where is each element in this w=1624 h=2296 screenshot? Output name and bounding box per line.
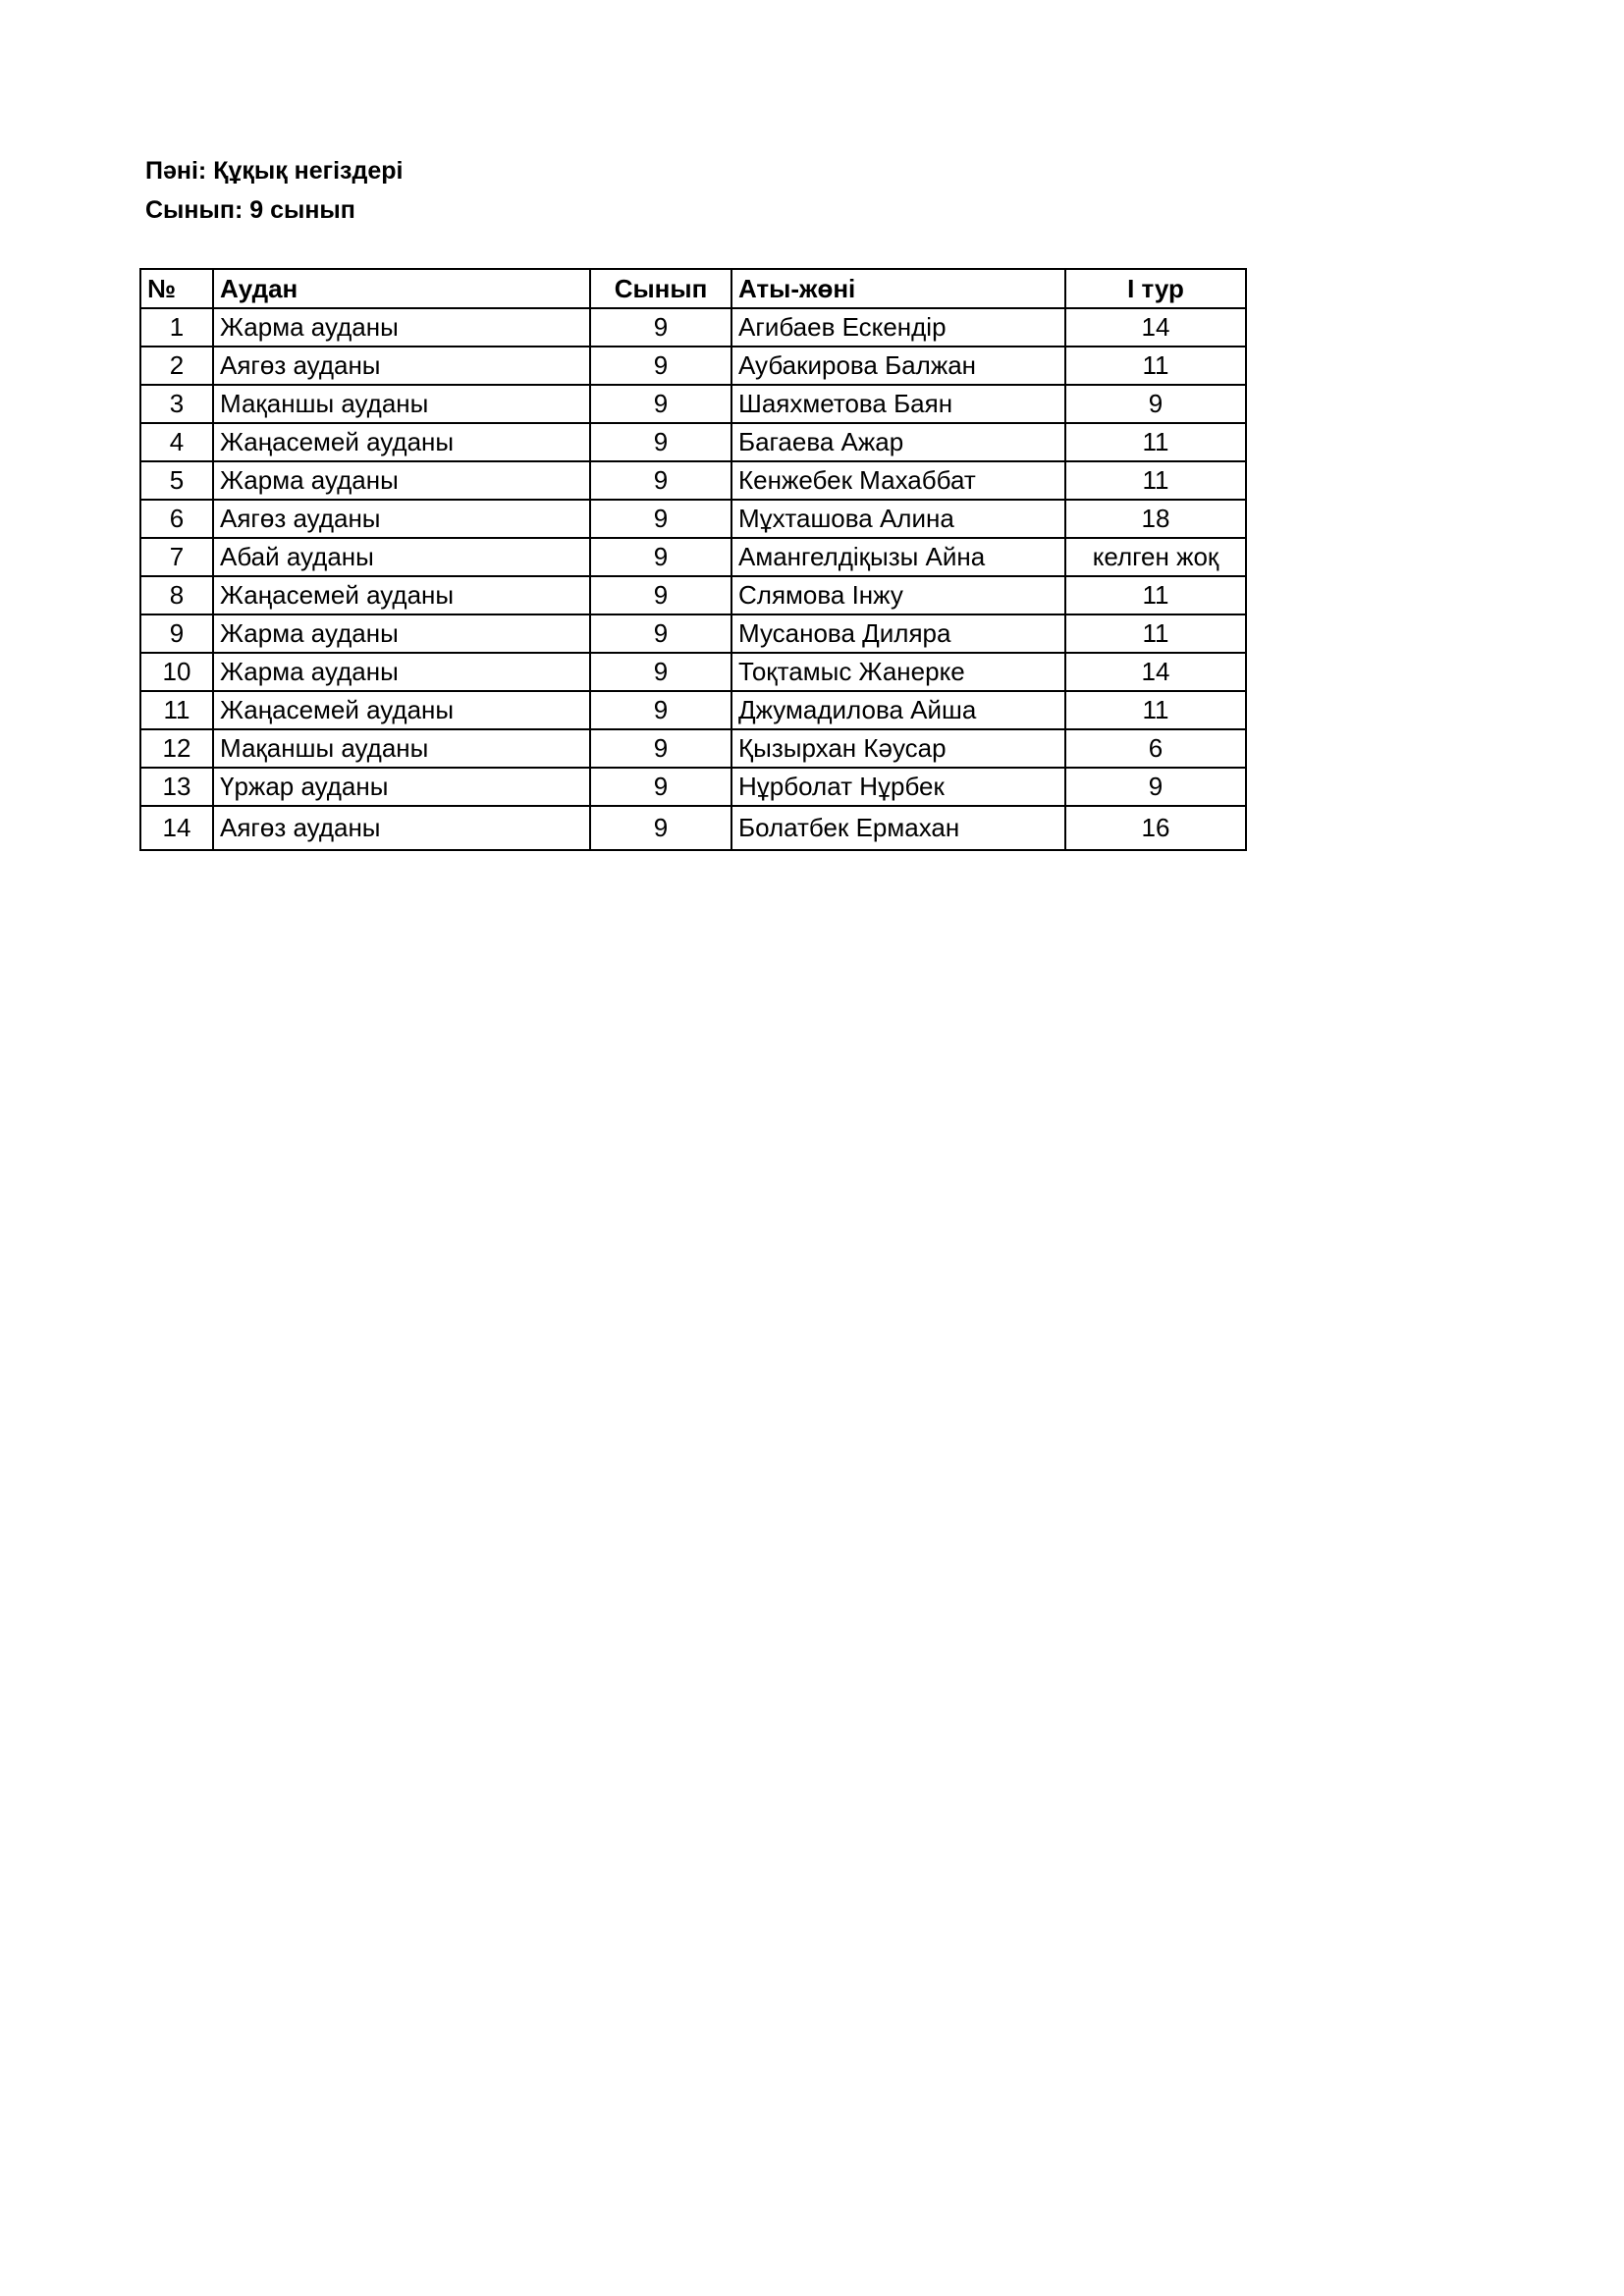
table-row <box>140 385 1246 423</box>
cell-round1-score: 6 <box>1065 729 1246 768</box>
cell-number: 6 <box>140 500 213 538</box>
cell-number: 5 <box>140 461 213 500</box>
cell-number: 12 <box>140 729 213 768</box>
cell-district: Жарма ауданы <box>213 614 590 653</box>
cell-number: 2 <box>140 347 213 385</box>
cell-round1-score: 11 <box>1065 576 1246 614</box>
cell-round1-score: 16 <box>1065 806 1246 850</box>
cell-grade: 9 <box>590 806 731 850</box>
cell-round1-score: 9 <box>1065 385 1246 423</box>
cell-number: 7 <box>140 538 213 576</box>
cell-grade: 9 <box>590 461 731 500</box>
cell-grade: 9 <box>590 768 731 806</box>
document-header <box>145 151 403 230</box>
column-header-number: № <box>140 269 213 308</box>
cell-round1-score: 11 <box>1065 347 1246 385</box>
cell-name: Слямова Інжу <box>731 576 1065 614</box>
cell-district: Абай ауданы <box>213 538 590 576</box>
table-row <box>140 653 1246 691</box>
cell-number: 4 <box>140 423 213 461</box>
cell-round1-score: 11 <box>1065 423 1246 461</box>
table-row <box>140 423 1246 461</box>
cell-name: Джумадилова Айша <box>731 691 1065 729</box>
cell-name: Кенжебек Махаббат <box>731 461 1065 500</box>
cell-district: Мақаншы ауданы <box>213 729 590 768</box>
cell-number: 3 <box>140 385 213 423</box>
cell-district: Мақаншы ауданы <box>213 385 590 423</box>
table-row <box>140 500 1246 538</box>
table-row <box>140 576 1246 614</box>
table-row <box>140 461 1246 500</box>
cell-number: 1 <box>140 308 213 347</box>
cell-district: Жарма ауданы <box>213 308 590 347</box>
grade-title: Сынып: 9 сынып <box>145 196 355 224</box>
cell-number: 8 <box>140 576 213 614</box>
cell-district: Жаңасемей ауданы <box>213 423 590 461</box>
cell-round1-score: 14 <box>1065 653 1246 691</box>
cell-grade: 9 <box>590 347 731 385</box>
cell-district: Аягөз ауданы <box>213 500 590 538</box>
cell-round1-score: 18 <box>1065 500 1246 538</box>
cell-number: 10 <box>140 653 213 691</box>
cell-number: 14 <box>140 806 213 850</box>
cell-name: Болатбек Ермахан <box>731 806 1065 850</box>
table-row <box>140 691 1246 729</box>
cell-district: Жарма ауданы <box>213 653 590 691</box>
cell-name: Қызырхан Кәусар <box>731 729 1065 768</box>
column-header-district: Аудан <box>213 269 590 308</box>
column-header-round1: I тур <box>1065 269 1246 308</box>
cell-name: Тоқтамыс Жанерке <box>731 653 1065 691</box>
cell-round1-score: келген жоқ <box>1065 538 1246 576</box>
cell-round1-score: 11 <box>1065 614 1246 653</box>
cell-name: Аубакирова Балжан <box>731 347 1065 385</box>
cell-grade: 9 <box>590 614 731 653</box>
table-row <box>140 538 1246 576</box>
cell-district: Жарма ауданы <box>213 461 590 500</box>
cell-number: 9 <box>140 614 213 653</box>
cell-name: Агибаев Ескендір <box>731 308 1065 347</box>
table-body <box>140 308 1246 850</box>
table-row <box>140 308 1246 347</box>
cell-name: Мусанова Диляра <box>731 614 1065 653</box>
cell-name: Шаяхметова Баян <box>731 385 1065 423</box>
cell-round1-score: 11 <box>1065 691 1246 729</box>
cell-grade: 9 <box>590 385 731 423</box>
cell-grade: 9 <box>590 729 731 768</box>
results-table <box>139 268 1247 851</box>
table-row <box>140 729 1246 768</box>
cell-district: Жаңасемей ауданы <box>213 576 590 614</box>
cell-district: Аягөз ауданы <box>213 806 590 850</box>
cell-round1-score: 11 <box>1065 461 1246 500</box>
cell-number: 13 <box>140 768 213 806</box>
cell-grade: 9 <box>590 653 731 691</box>
cell-district: Аягөз ауданы <box>213 347 590 385</box>
cell-name: Нұрболат Нұрбек <box>731 768 1065 806</box>
cell-name: Мұхташова Алина <box>731 500 1065 538</box>
table-row <box>140 347 1246 385</box>
cell-district: Үржар ауданы <box>213 768 590 806</box>
cell-number: 11 <box>140 691 213 729</box>
subject-title: Пәні: Құқық негіздері <box>145 157 404 185</box>
cell-name: Багаева Ажар <box>731 423 1065 461</box>
table-header-row <box>140 269 1246 308</box>
cell-grade: 9 <box>590 576 731 614</box>
cell-grade: 9 <box>590 423 731 461</box>
table-row <box>140 768 1246 806</box>
table-row <box>140 614 1246 653</box>
column-header-name: Аты-жөні <box>731 269 1065 308</box>
cell-round1-score: 9 <box>1065 768 1246 806</box>
cell-grade: 9 <box>590 500 731 538</box>
cell-name: Амангелдіқызы Айна <box>731 538 1065 576</box>
cell-round1-score: 14 <box>1065 308 1246 347</box>
cell-grade: 9 <box>590 308 731 347</box>
cell-district: Жаңасемей ауданы <box>213 691 590 729</box>
column-header-grade: Сынып <box>590 269 731 308</box>
cell-grade: 9 <box>590 691 731 729</box>
table-row <box>140 806 1246 850</box>
cell-grade: 9 <box>590 538 731 576</box>
